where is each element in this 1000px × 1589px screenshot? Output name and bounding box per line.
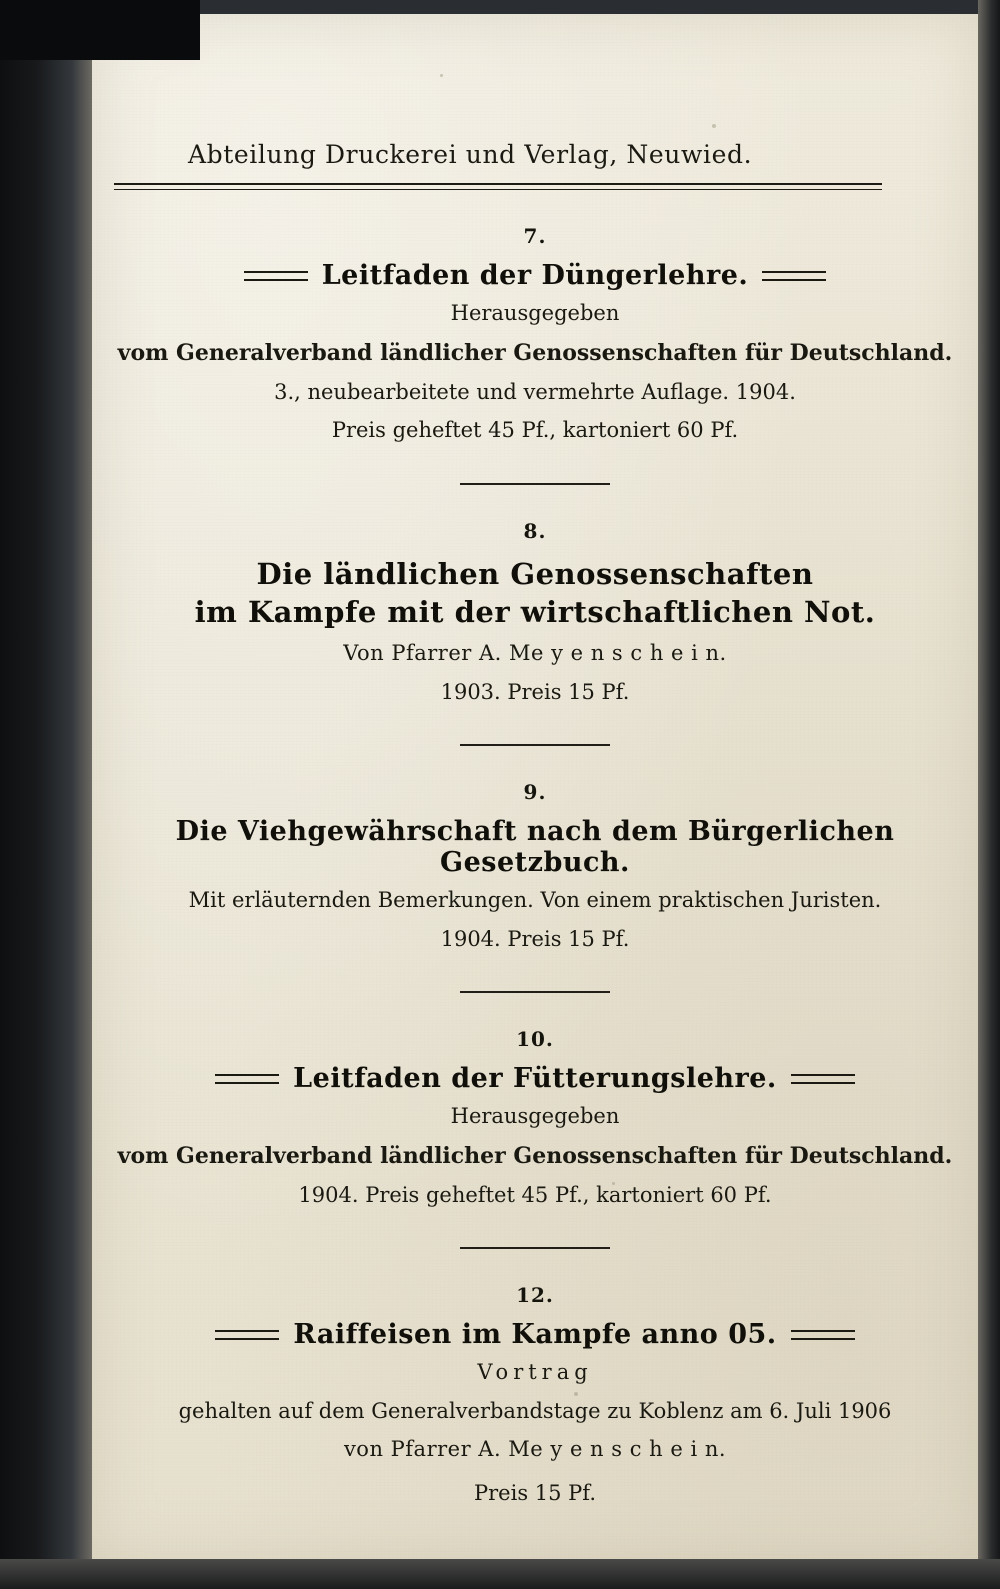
- ornament-rule-right: [762, 271, 826, 281]
- entry-line: Mit erläuternden Bemerkungen. Von einem praktischen Juristen.: [188, 888, 882, 913]
- ornament-rule-right: [791, 1074, 855, 1084]
- entry-line: vom Generalverband ländlicher Genossenschaften für Deutschland.: [117, 339, 953, 366]
- entry-title: Leitfaden der Düngerlehre.: [321, 260, 749, 291]
- header-rule: [114, 183, 882, 190]
- scan-edge-left: [0, 0, 92, 1589]
- catalog-entry: [92, 519, 978, 747]
- entry-line: 1904. Preis 15 Pf.: [440, 926, 630, 951]
- entry-title: Leitfaden der Fütterungslehre.: [293, 1063, 777, 1095]
- entry-number: 10.: [516, 1027, 554, 1052]
- entry-line: Herausgegeben: [450, 1104, 620, 1129]
- entry-title-row: [92, 260, 978, 291]
- entry-line: Vortrag: [477, 1360, 593, 1385]
- scan-edge-top-corner: [0, 0, 200, 60]
- ornament-rule-left: [215, 1074, 279, 1084]
- entry-line: 1904. Preis geheftet 45 Pf., kartoniert 60 Pf.: [298, 1182, 772, 1207]
- entry-line: 3., neubearbeitete und vermehrte Auflage. 1904.: [274, 379, 796, 404]
- entry-title: Die ländlichen Genossenschaften: [256, 556, 814, 591]
- entry-line: Preis geheftet 45 Pf., kartoniert 60 Pf.: [331, 418, 739, 442]
- entry-number: 12.: [516, 1283, 554, 1308]
- entry-title: Raiffeisen im Kampfe anno 05.: [293, 1319, 777, 1351]
- scan-edge-right: [978, 0, 1000, 1589]
- catalog-entry: [92, 1283, 978, 1509]
- catalog-entry: [92, 780, 978, 993]
- entry-separator: [460, 744, 610, 746]
- entry-title-row: [92, 1319, 978, 1350]
- entry-title: Die Viehgewährschaft nach dem Bürgerlichen Gesetzbuch.: [175, 816, 895, 879]
- book-page: [92, 14, 978, 1564]
- entry-separator: [460, 483, 610, 485]
- catalog-entry: [92, 1027, 978, 1249]
- entry-number: 7.: [523, 224, 547, 248]
- entry-number: 8.: [523, 518, 547, 543]
- catalog-entry: [92, 224, 978, 485]
- entry-line: vom Generalverband ländlicher Genossenschaften für Deutschland.: [117, 1142, 953, 1169]
- ornament-rule-left: [244, 271, 308, 281]
- entry-number: 9.: [523, 780, 547, 805]
- entry-title-row: [92, 1063, 978, 1094]
- scan-edge-bottom: [0, 1559, 1000, 1589]
- entry-line: gehalten auf dem Generalverbandstage zu Koblenz am 6. Juli 1906: [178, 1398, 892, 1423]
- entry-title-second-line: im Kampfe mit der wirtschaftlichen Not.: [194, 594, 876, 629]
- ornament-rule-right: [791, 1330, 855, 1340]
- entry-line: von Pfarrer A. Me y e n s c h e i n.: [343, 1437, 727, 1462]
- entry-line: 1903. Preis 15 Pf.: [440, 679, 630, 704]
- entry-line: Preis 15 Pf.: [474, 1480, 596, 1505]
- entry-separator: [460, 1247, 610, 1249]
- running-head: Abteilung Druckerei und Verlag, Neuwied.: [188, 140, 753, 169]
- entry-separator: [460, 991, 610, 993]
- entry-line: Herausgegeben: [450, 301, 620, 325]
- page-content: [92, 14, 978, 1509]
- entry-line: Von Pfarrer A. Me y e n s c h e i n.: [343, 641, 727, 666]
- ornament-rule-left: [215, 1330, 279, 1340]
